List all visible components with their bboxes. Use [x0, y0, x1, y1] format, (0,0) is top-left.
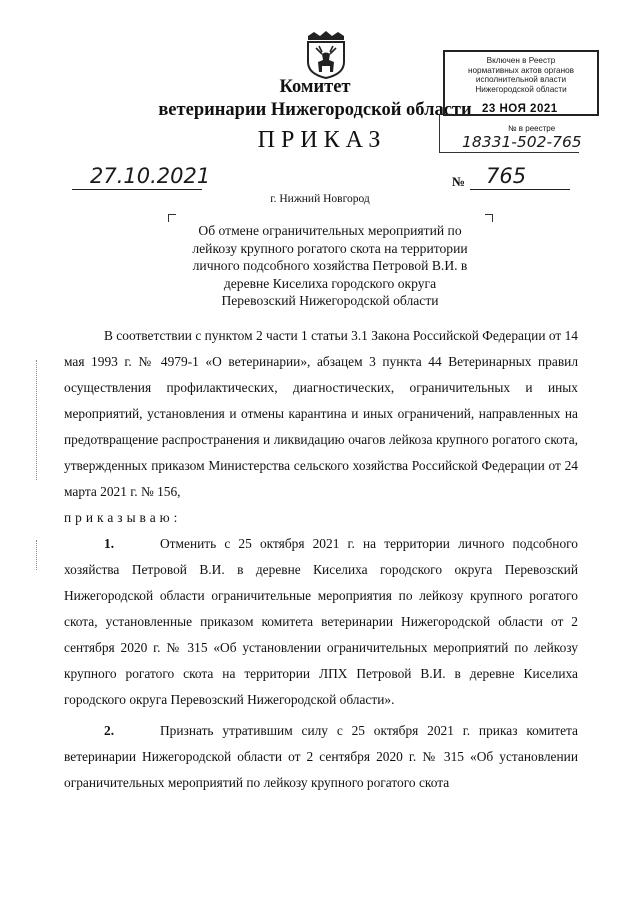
subject-line: лейкозу крупного рогатого скота на территории — [192, 240, 468, 256]
number-sign: № — [452, 174, 466, 189]
stamp-line: нормативных актов органов — [467, 65, 575, 75]
document-subject — [165, 222, 495, 310]
preamble-paragraph: В соответствии с пунктом 2 части 1 статьи 3.1 Закона Российской Федерации от 14 мая 1993 г. № 4979-1 «О ветеринарии», абзацем 3 пункта 44 Ветеринарных правил осуществления профилактических, диагностических, ограничительных и иных мероприятий, установления и отмены карантина и иных ограничений, направленных на предотвращение распространения и ликвидацию очагов лейкоза крупного рогатого скота, утвержденных приказом Министерства сельского хозяйства Российской Федерации от 24 марта 2021 г. № 156, — [64, 328, 578, 499]
stamp-line: Нижегородской области — [475, 84, 567, 94]
item-number: 2. — [104, 723, 115, 738]
stamp-registry-number: 18331-502-765 — [462, 133, 582, 151]
document-date: 27.10.2021 — [90, 164, 211, 188]
number-underline — [470, 189, 570, 190]
subject-corner-mark — [485, 214, 493, 222]
issue-city: г. Нижний Новгород — [270, 193, 370, 205]
stamp-border — [439, 152, 579, 153]
subject-line: Перевозский Нижегородской области — [221, 293, 439, 308]
item-text: Признать утратившим силу с 25 октября 2021 г. приказ комитета ветеринарии Нижегородской области от 2 сентября 2020 г. № 315 «Об установлении ограничительных мероприятий по лейкозу крупного рогатого скота — [64, 723, 578, 790]
order-verb: приказываю: — [64, 510, 182, 525]
stamp-border — [439, 114, 440, 152]
item-number: 1. — [104, 536, 115, 551]
subject-line: личного подсобного хозяйства Петровой В.И. в — [192, 258, 468, 273]
coat-of-arms-icon — [302, 28, 350, 80]
subject-line: Об отмене ограничительных мероприятий по — [198, 223, 462, 238]
subject-corner-mark — [168, 214, 176, 222]
scan-margin-mark — [36, 540, 43, 570]
issuer-name — [150, 76, 480, 122]
issuer-line-2: ветеринарии Нижегородской области — [158, 100, 472, 120]
date-underline — [72, 189, 202, 190]
order-item-1 — [64, 531, 578, 713]
item-text: Отменить с 25 октября 2021 г. на территории личного подсобного хозяйства Петровой В.И. в деревне Киселиха городского округа Перевозский Нижегородской области ограничительные мероприятия по лейкозу крупного рогатого скота, установленные приказом комитета ветеринарии Нижегородской области от 2 сентября 2020 г. № 315 «Об установлении ограничительных мероприятий по лейкозу крупного рогатого скота на территории ЛПХ Петровой В.И. в деревне Киселиха городского округа Перевозский Нижегородской области». — [64, 536, 578, 707]
stamp-registry-label: № в реестре — [508, 124, 556, 133]
stamp-line: Включен в Реестр — [486, 56, 556, 65]
order-item-2 — [64, 718, 578, 796]
document-type: ПРИКАЗ — [257, 127, 387, 153]
scan-margin-mark — [36, 360, 43, 480]
document-body — [64, 323, 578, 796]
subject-line: деревне Киселиха городского округа — [223, 275, 437, 291]
stamp-date: 23 НОЯ 2021 — [482, 103, 558, 115]
issuer-line-1: Комитет — [279, 77, 351, 97]
document-number: 765 — [486, 164, 527, 188]
stamp-line: исполнительной власти — [475, 75, 567, 84]
